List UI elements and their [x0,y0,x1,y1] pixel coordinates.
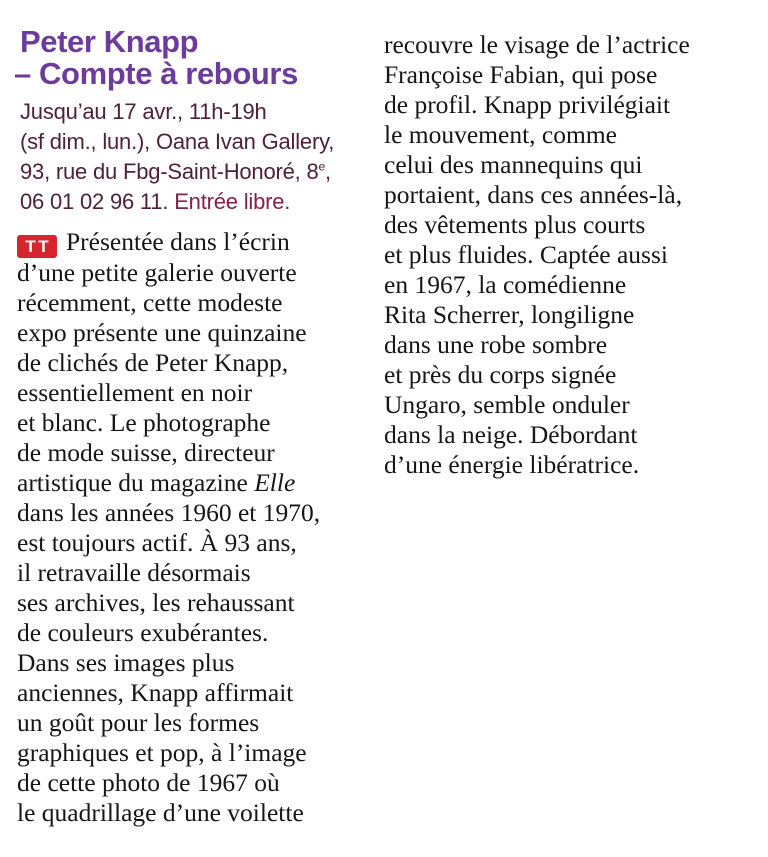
body-line: essentiellement en noir [17,378,253,407]
body-line: et plus fluides. Captée aussi [384,240,668,269]
body-line: le quadrillage d’une voilette [17,798,304,827]
body-line: Françoise Fabian, qui pose [384,60,658,89]
body-line: TT Présentée dans l’écrin [17,227,364,258]
right-column [384,26,750,857]
body-line: dans les années 1960 et 1970, [17,498,321,527]
body-line: le mouvement, comme [384,120,617,149]
body-line: en 1967, la comédienne [384,270,627,299]
body-line: recouvre le visage de l’actrice [384,30,690,59]
body-line: de clichés de Peter Knapp, [17,348,289,377]
body-line: est toujours actif. À 93 ans, [17,528,297,557]
body-line: artistique du magazine Elle [17,468,296,497]
body-line: expo présente une quinzaine [17,318,307,347]
article-body-right [384,30,750,480]
arrondissement-superscript: e [318,159,326,174]
body-line: et près du corps signée [384,360,617,389]
event-closed-days-gallery: (sf dim., lun.), Oana Ivan Gallery, [20,129,335,154]
body-line: un goût pour les formes [17,708,260,737]
event-phone-entry [20,187,364,217]
body-line: ses archives, les rehaussant [17,588,295,617]
body-line: celui des mannequins qui [384,150,643,179]
article-title-line2: – Compte à rebours [14,56,298,91]
article-title-line1: Peter Knapp [20,24,199,59]
article-title [14,24,364,91]
body-line: de mode suisse, directeur [17,438,275,467]
body-line: graphiques et pop, à l’image [17,738,307,767]
italic-text: Elle [254,468,296,497]
body-line: récemment, cette modeste [17,288,283,317]
event-address-street: 93, rue du Fbg-Saint-Honoré, 8 [20,159,319,184]
body-line: d’une énergie libératrice. [384,450,640,479]
free-entry-label: Entrée libre. [174,189,291,214]
body-line: Rita Scherrer, longiligne [384,300,635,329]
event-address-comma: , [325,159,331,184]
body-line: d’une petite galerie ouverte [17,258,297,287]
body-line: et blanc. Le photographe [17,408,271,437]
body-line: de couleurs exubérantes. [17,618,269,647]
body-line: portaient, dans ces années-là, [384,180,683,209]
article-body-left [17,227,364,828]
body-line: de cette photo de 1967 où [17,768,280,797]
body-line: des vêtements plus courts [384,210,646,239]
event-info [20,97,364,217]
body-line: de profil. Knapp privilégiait [384,90,671,119]
body-line: il retravaille désormais [17,558,251,587]
body-line: dans la neige. Débordant [384,420,638,449]
body-line: Ungaro, semble onduler [384,390,630,419]
body-line: dans une robe sombre [384,330,608,359]
tt-rating-badge-label: TT [25,237,52,256]
event-dates-hours: Jusqu’au 17 avr., 11h-19h [20,99,267,124]
body-line: anciennes, Knapp affirmait [17,678,294,707]
event-address [20,157,364,187]
tt-rating-badge [17,235,57,258]
event-phone-number: 06 01 02 96 11. [20,189,175,214]
body-line: Dans ses images plus [17,648,235,677]
left-column [14,24,364,857]
